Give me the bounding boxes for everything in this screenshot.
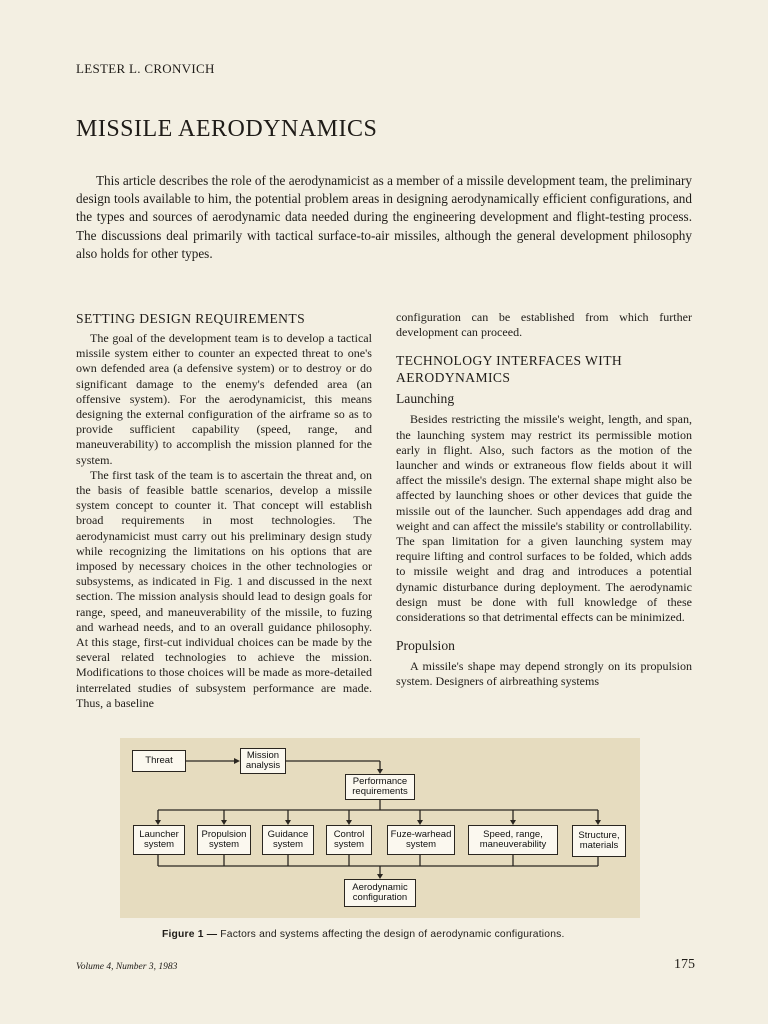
right-column: [396, 310, 692, 690]
mission-analysis-box: Mission analysis: [240, 748, 286, 774]
abstract: This article describes the role of the aerodynamicist as a member of a missile development team, the preliminary design tools available to him, the potential problem areas in designing aerodynamically efficient configurations, and the types and sources of aerodynamic data needed during the engineering development and flight-testing process. The discussions deal primarily with tactical surface-to-air missiles, although the general development philosophy also holds for other types.: [76, 173, 692, 261]
section-heading-design-requirements: SETTING DESIGN REQUIREMENTS: [76, 311, 306, 326]
figure-1-flowchart: [120, 738, 640, 918]
figure-caption: [162, 929, 565, 940]
subheading-propulsion: Propulsion: [396, 638, 455, 654]
figure-caption-text: Factors and systems affecting the design of aerodynamic configurations.: [217, 929, 565, 940]
journal-volume: Volume 4, Number 3, 1983: [76, 962, 178, 972]
structure-materials-box: Structure, materials: [572, 825, 626, 857]
page-number: 175: [674, 957, 695, 972]
launcher-system-box: Launcher system: [133, 825, 185, 855]
paragraph: The first task of the team is to ascertain the threat and, on the basis of feasible battle scenarios, develop a missile system concept to counter it. That concept will establish broad requirements in most technologies. The aerodynamicist must carry out his preliminary design study while recognizing the limitations on his options that are imposed by necessary choices in the other technologies or subsystems, as indicated in Fig. 1 and discussed in the next section. The mission analysis should lead to design goals for range, speed, and maneuverability of the missile, to fuzing and warhead needs, and to an overall guidance philosophy. At this stage, first-cut individual choices can be made by the several related technologies to achieve the mission. Modifications to those choices will be made as more-detailed interrelated studies of subsystem performance are made. Thus, a baseline: [76, 467, 372, 710]
paragraph: Besides restricting the missile's weight, length, and span, the launching system may restrict its permissible motion early in flight. Also, such factors as the motion of the launcher and winds or extraneous flow fields about it will affect the missile's design. The external shape might also be affected by launching shoes or other devices that guide the missile out of the launcher. Such appendages add drag and weight and can affect the missile's stability or controllability. The span limitation for a given launching system may require lifting and control surfaces to be folded, which adds to missile weight and drag and introduces a potential dynamic disturbance during deployment. The aerodynamic design must be done with full knowledge of these considerations so that detrimental effects can be minimized.: [396, 412, 692, 625]
left-column: [76, 310, 372, 711]
subheading-launching: Launching: [396, 391, 455, 407]
performance-requirements-box: Performance requirements: [345, 774, 415, 800]
guidance-system-box: Guidance system: [262, 825, 314, 855]
threat-box: Threat: [132, 750, 186, 772]
aerodynamic-configuration-box: Aerodynamic configuration: [344, 879, 416, 907]
figure-caption-label: Figure 1 —: [162, 929, 218, 940]
paragraph: A missile's shape may depend strongly on its propulsion system. Designers of airbreathing systems: [396, 659, 692, 689]
paragraph-continuation: configuration can be established from which further development can proceed.: [396, 310, 692, 340]
article-title: MISSILE AERODYNAMICS: [76, 116, 378, 142]
section-heading-technology-interfaces: TECHNOLOGY INTERFACES WITH AERODYNAMICS: [396, 353, 623, 386]
fuze-warhead-system-box: Fuze-warhead system: [387, 825, 455, 855]
paragraph: The goal of the development team is to develop a tactical missile system either to counter an expected threat to one's own defended area (a defensive system) or to destroy or do significant damage to the enemy's defended area (an offensive system). For the aerodynamicist, this means designing the external configuration of the airframe so as to provide sufficient capability (speed, range, and maneuverability) to accomplish the mission planned for the system.: [76, 331, 372, 467]
propulsion-system-box: Propulsion system: [197, 825, 251, 855]
author-name: LESTER L. CRONVICH: [76, 61, 215, 76]
speed-range-maneuverability-box: Speed, range, maneuverability: [468, 825, 558, 855]
control-system-box: Control system: [326, 825, 372, 855]
